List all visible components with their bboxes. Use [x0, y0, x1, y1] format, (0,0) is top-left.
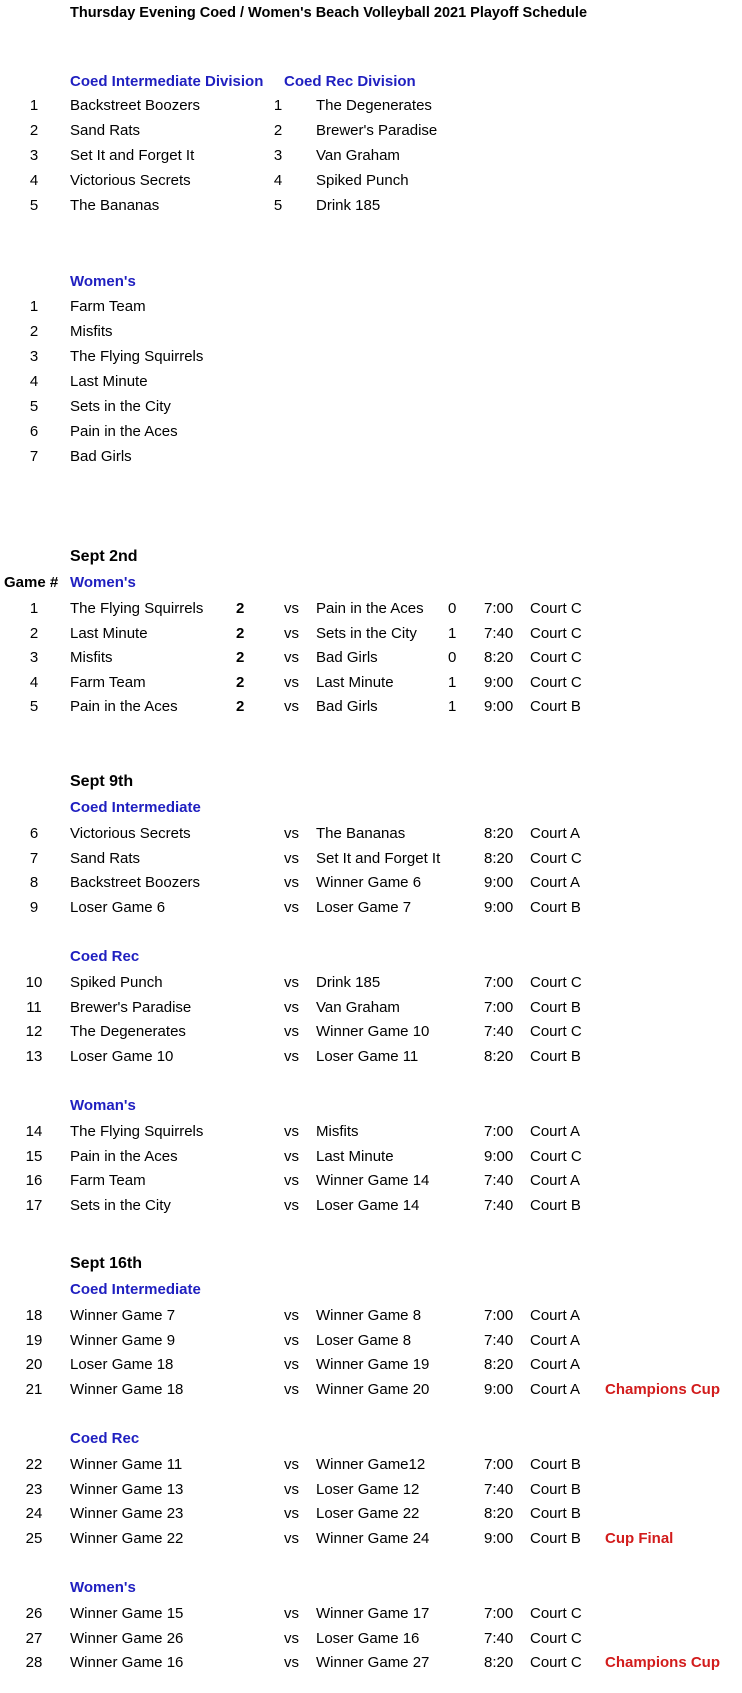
- vs-label: vs: [284, 1047, 299, 1065]
- coed-intermediate-heading: Coed Intermediate Division: [70, 73, 264, 90]
- court: Court C: [530, 600, 582, 617]
- team-name: Brewer's Paradise: [316, 122, 438, 139]
- vs-label: vs: [284, 874, 299, 891]
- seed-number: 4: [29, 172, 39, 189]
- home-score: 2: [236, 624, 245, 642]
- seed-number: 7: [29, 448, 39, 465]
- court: Court C: [530, 1147, 582, 1165]
- seed-number: 3: [273, 147, 283, 164]
- game-number: 1: [29, 600, 39, 617]
- home-team: Backstreet Boozers: [70, 874, 201, 891]
- court: Court B: [530, 1529, 581, 1547]
- game-time: 7:40: [484, 1331, 514, 1349]
- away-team: Winner Game 20: [316, 1380, 430, 1398]
- team-name: Drink 185: [316, 197, 381, 214]
- game-number: 18: [25, 1307, 43, 1324]
- home-team: The Flying Squirrels: [70, 600, 204, 617]
- home-team: Sand Rats: [70, 849, 141, 867]
- court: Court B: [530, 698, 581, 715]
- seed-number: 3: [29, 147, 39, 164]
- game-time: 8:20: [484, 1047, 514, 1065]
- away-team: Bad Girls: [316, 649, 378, 666]
- team-name: Pain in the Aces: [70, 423, 178, 440]
- game-number: 28: [25, 1654, 43, 1671]
- team-name: Victorious Secrets: [70, 172, 191, 189]
- away-team: Sets in the City: [316, 624, 417, 642]
- court: Court B: [530, 1505, 581, 1522]
- away-team: Loser Game 11: [316, 1047, 419, 1065]
- home-team: Farm Team: [70, 1172, 146, 1189]
- game-time: 9:00: [484, 698, 514, 715]
- game-time: 7:40: [484, 1172, 514, 1189]
- home-score: 2: [236, 600, 245, 617]
- game-number: 24: [25, 1505, 43, 1522]
- vs-label: vs: [284, 600, 299, 617]
- away-team: Set It and Forget It: [316, 849, 441, 867]
- home-team: Last Minute: [70, 624, 148, 642]
- game-number: 2: [29, 624, 39, 642]
- vs-label: vs: [284, 673, 299, 691]
- game-number: 5: [29, 698, 39, 715]
- game-time: 7:40: [484, 1196, 514, 1214]
- vs-label: vs: [284, 624, 299, 642]
- away-score: 1: [448, 698, 457, 715]
- seed-number: 2: [29, 323, 39, 340]
- away-team: Winner Game 17: [316, 1605, 430, 1622]
- seed-number: 1: [273, 97, 283, 114]
- team-name: Bad Girls: [70, 448, 132, 465]
- away-team: Winner Game 8: [316, 1307, 422, 1324]
- away-team: Drink 185: [316, 974, 381, 991]
- game-number: 6: [29, 825, 39, 842]
- game-time: 7:40: [484, 1480, 514, 1498]
- court: Court A: [530, 1307, 581, 1324]
- away-team: Winner Game 6: [316, 874, 422, 891]
- vs-label: vs: [284, 1654, 299, 1671]
- game-time: 8:20: [484, 1356, 514, 1373]
- vs-label: vs: [284, 1380, 299, 1398]
- seed-number: 2: [273, 122, 283, 139]
- away-team: Winner Game 27: [316, 1654, 430, 1671]
- game-time: 9:00: [484, 1380, 514, 1398]
- division-heading: Coed Rec: [70, 948, 140, 965]
- game-time: 7:00: [484, 974, 514, 991]
- vs-label: vs: [284, 1307, 299, 1324]
- team-name: Misfits: [70, 323, 113, 340]
- court: Court C: [530, 649, 582, 666]
- vs-label: vs: [284, 998, 299, 1016]
- game-time: 8:20: [484, 1654, 514, 1671]
- home-team: The Flying Squirrels: [70, 1123, 204, 1140]
- game-time: 8:20: [484, 1505, 514, 1522]
- seed-number: 1: [29, 298, 39, 315]
- court: Court B: [530, 1480, 581, 1498]
- home-team: Loser Game 18: [70, 1356, 174, 1373]
- home-team: Winner Game 22: [70, 1529, 184, 1547]
- home-team: Loser Game 6: [70, 898, 166, 916]
- team-name: Farm Team: [70, 298, 146, 315]
- court: Court A: [530, 825, 581, 842]
- away-team: Misfits: [316, 1123, 359, 1140]
- court: Court B: [530, 1456, 581, 1473]
- division-heading: Woman's: [70, 1097, 136, 1114]
- home-team: Pain in the Aces: [70, 698, 178, 715]
- game-time: 8:20: [484, 825, 514, 842]
- home-team: The Degenerates: [70, 1023, 186, 1040]
- division-heading: Women's: [70, 574, 136, 591]
- vs-label: vs: [284, 698, 299, 715]
- court: Court B: [530, 1196, 581, 1214]
- away-score: 1: [448, 624, 457, 642]
- game-time: 8:20: [484, 849, 514, 867]
- game-time: 7:00: [484, 1307, 514, 1324]
- home-team: Winner Game 23: [70, 1505, 184, 1522]
- away-team: Winner Game 14: [316, 1172, 430, 1189]
- home-team: Winner Game 16: [70, 1654, 184, 1671]
- vs-label: vs: [284, 1356, 299, 1373]
- court: Court C: [530, 1654, 582, 1671]
- away-team: Loser Game 12: [316, 1480, 420, 1498]
- vs-label: vs: [284, 1123, 299, 1140]
- vs-label: vs: [284, 649, 299, 666]
- seed-number: 1: [29, 97, 39, 114]
- home-team: Winner Game 7: [70, 1307, 176, 1324]
- home-team: Pain in the Aces: [70, 1147, 178, 1165]
- seed-number: 5: [273, 197, 283, 214]
- away-team: Van Graham: [316, 998, 400, 1016]
- game-time: 7:00: [484, 998, 514, 1016]
- court: Court A: [530, 1356, 581, 1373]
- game-number: 26: [25, 1605, 43, 1622]
- division-heading: Women's: [70, 1579, 136, 1596]
- home-team: Victorious Secrets: [70, 825, 191, 842]
- vs-label: vs: [284, 849, 299, 867]
- game-number: 10: [25, 974, 43, 991]
- game-time: 8:20: [484, 649, 514, 666]
- game-number: 20: [25, 1356, 43, 1373]
- game-number: 17: [25, 1196, 43, 1214]
- team-name: Spiked Punch: [316, 172, 409, 189]
- vs-label: vs: [284, 1480, 299, 1498]
- vs-label: vs: [284, 974, 299, 991]
- game-note: Champions Cup: [605, 1380, 720, 1398]
- court: Court C: [530, 673, 582, 691]
- game-number: 11: [26, 998, 42, 1016]
- away-score: 0: [448, 649, 457, 666]
- court: Court A: [530, 1123, 581, 1140]
- court: Court B: [530, 998, 581, 1016]
- game-number: 3: [29, 649, 39, 666]
- court: Court B: [530, 898, 581, 916]
- game-time: 7:00: [484, 1123, 514, 1140]
- court: Court A: [530, 874, 581, 891]
- vs-label: vs: [284, 898, 299, 916]
- game-time: 7:00: [484, 600, 514, 617]
- home-team: Winner Game 18: [70, 1380, 184, 1398]
- game-time: 7:00: [484, 1605, 514, 1622]
- vs-label: vs: [284, 1605, 299, 1622]
- division-heading: Coed Intermediate: [70, 1281, 201, 1298]
- home-score: 2: [236, 698, 245, 715]
- seed-number: 6: [29, 423, 39, 440]
- home-team: Winner Game 13: [70, 1480, 184, 1498]
- game-number-header: Game #: [4, 574, 59, 591]
- team-name: Backstreet Boozers: [70, 97, 201, 114]
- team-name: Van Graham: [316, 147, 400, 164]
- home-score: 2: [236, 673, 245, 691]
- division-heading: Coed Intermediate: [70, 799, 201, 816]
- away-team: Loser Game 7: [316, 898, 412, 916]
- game-number: 9: [29, 898, 39, 916]
- away-team: Loser Game 22: [316, 1505, 420, 1522]
- game-number: 14: [25, 1123, 43, 1140]
- game-time: 7:40: [484, 1023, 514, 1040]
- away-team: Loser Game 14: [316, 1196, 420, 1214]
- team-name: Set It and Forget It: [70, 147, 195, 164]
- game-number: 15: [25, 1147, 43, 1165]
- away-team: Winner Game12: [316, 1456, 426, 1473]
- away-team: Winner Game 19: [316, 1356, 430, 1373]
- away-team: Bad Girls: [316, 698, 378, 715]
- game-number: 19: [25, 1331, 43, 1349]
- home-team: Loser Game 10: [70, 1047, 174, 1065]
- game-number: 8: [29, 874, 39, 891]
- game-note: Cup Final: [605, 1529, 674, 1547]
- vs-label: vs: [284, 1529, 299, 1547]
- home-team: Spiked Punch: [70, 974, 163, 991]
- away-score: 1: [448, 673, 457, 691]
- game-time: 9:00: [484, 898, 514, 916]
- home-team: Winner Game 9: [70, 1331, 176, 1349]
- game-time: 9:00: [484, 673, 514, 691]
- game-time: 7:00: [484, 1456, 514, 1473]
- game-time: 9:00: [484, 1529, 514, 1547]
- vs-label: vs: [284, 1147, 299, 1165]
- date-heading: Sept 9th: [70, 773, 134, 790]
- game-number: 23: [25, 1480, 43, 1498]
- court: Court A: [530, 1380, 581, 1398]
- game-number: 4: [29, 673, 39, 691]
- home-team: Brewer's Paradise: [70, 998, 192, 1016]
- vs-label: vs: [284, 1023, 299, 1040]
- vs-label: vs: [284, 1331, 299, 1349]
- game-number: 27: [25, 1629, 43, 1647]
- home-score: 2: [236, 649, 245, 666]
- game-number: 12: [25, 1023, 43, 1040]
- game-number: 7: [29, 849, 39, 867]
- team-name: The Degenerates: [316, 97, 432, 114]
- seed-number: 3: [29, 348, 39, 365]
- game-time: 9:00: [484, 874, 514, 891]
- away-team: Loser Game 8: [316, 1331, 412, 1349]
- home-team: Sets in the City: [70, 1196, 171, 1214]
- division-heading: Coed Rec: [70, 1430, 140, 1447]
- away-team: Winner Game 10: [316, 1023, 430, 1040]
- team-name: The Bananas: [70, 197, 160, 214]
- home-team: Winner Game 11: [70, 1456, 183, 1473]
- coed-rec-heading: Coed Rec Division: [284, 73, 416, 90]
- home-team: Winner Game 15: [70, 1605, 184, 1622]
- team-name: Last Minute: [70, 373, 148, 390]
- seed-number: 4: [273, 172, 283, 189]
- vs-label: vs: [284, 825, 299, 842]
- game-time: 7:40: [484, 624, 514, 642]
- seed-number: 4: [29, 373, 39, 390]
- court: Court C: [530, 974, 582, 991]
- team-name: The Flying Squirrels: [70, 348, 204, 365]
- court: Court C: [530, 849, 582, 867]
- game-number: 25: [25, 1529, 43, 1547]
- womens-heading: Women's: [70, 273, 136, 290]
- away-team: Pain in the Aces: [316, 600, 424, 617]
- game-time: 9:00: [484, 1147, 514, 1165]
- vs-label: vs: [284, 1456, 299, 1473]
- away-score: 0: [448, 600, 457, 617]
- home-team: Winner Game 26: [70, 1629, 184, 1647]
- away-team: Loser Game 16: [316, 1629, 420, 1647]
- court: Court A: [530, 1331, 581, 1349]
- game-note: Champions Cup: [605, 1654, 720, 1671]
- away-team: Winner Game 24: [316, 1529, 430, 1547]
- team-name: Sand Rats: [70, 122, 141, 139]
- vs-label: vs: [284, 1629, 299, 1647]
- away-team: Last Minute: [316, 1147, 394, 1165]
- game-number: 22: [25, 1456, 43, 1473]
- court: Court C: [530, 1629, 582, 1647]
- seed-number: 5: [29, 197, 39, 214]
- vs-label: vs: [284, 1505, 299, 1522]
- home-team: Misfits: [70, 649, 113, 666]
- vs-label: vs: [284, 1196, 299, 1214]
- court: Court C: [530, 1605, 582, 1622]
- court: Court C: [530, 624, 582, 642]
- team-name: Sets in the City: [70, 398, 171, 415]
- court: Court B: [530, 1047, 581, 1065]
- page-title: Thursday Evening Coed / Women's Beach Volleyball 2021 Playoff Schedule: [70, 5, 588, 21]
- game-number: 16: [25, 1172, 43, 1189]
- date-heading: Sept 16th: [70, 1255, 143, 1272]
- home-team: Farm Team: [70, 673, 146, 691]
- away-team: Last Minute: [316, 673, 394, 691]
- court: Court C: [530, 1023, 582, 1040]
- seed-number: 2: [29, 122, 39, 139]
- date-heading: Sept 2nd: [70, 548, 138, 565]
- vs-label: vs: [284, 1172, 299, 1189]
- game-number: 13: [25, 1047, 43, 1065]
- game-number: 21: [25, 1380, 43, 1398]
- court: Court A: [530, 1172, 581, 1189]
- away-team: The Bananas: [316, 825, 406, 842]
- game-time: 7:40: [484, 1629, 514, 1647]
- seed-number: 5: [29, 398, 39, 415]
